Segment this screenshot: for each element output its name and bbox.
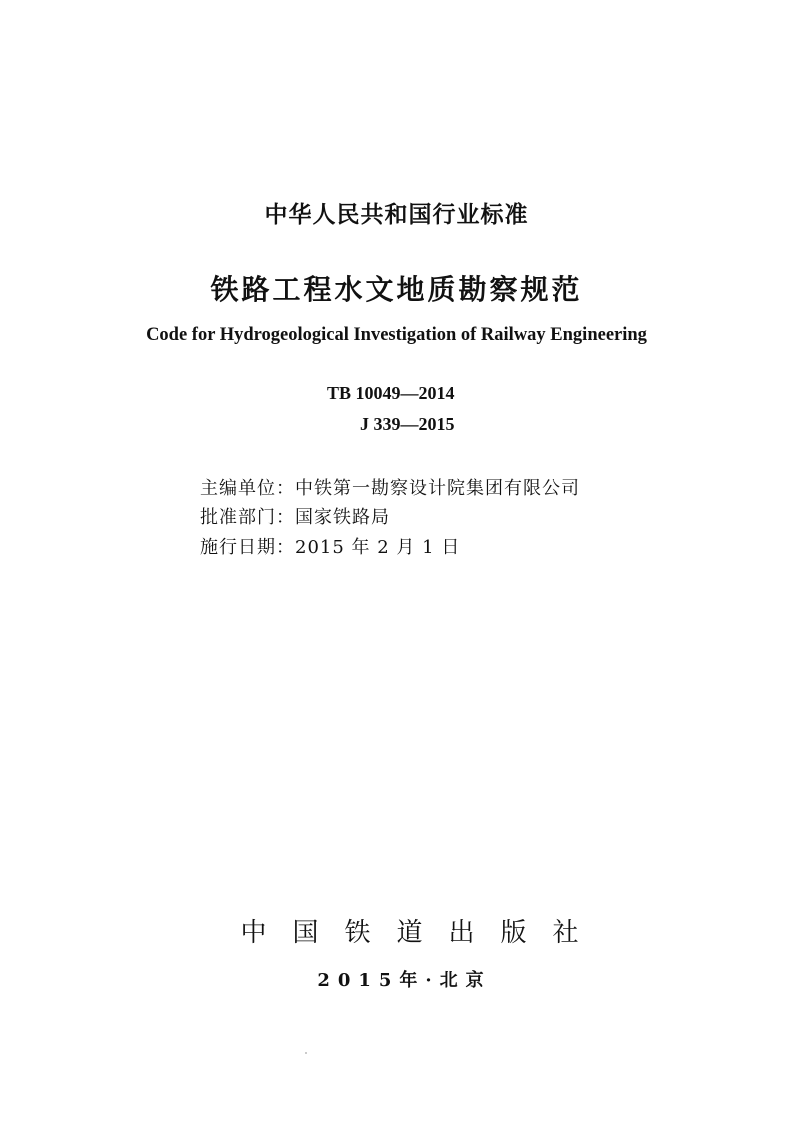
- standard-code-j: J 339—2015: [360, 414, 455, 434]
- effective-date: 施行日期：2015 年 2 月 1 日: [200, 537, 461, 558]
- publication-place-year: 2015年·北京: [317, 970, 492, 991]
- standard-category: 中华人民共和国行业标准: [264, 202, 529, 228]
- publisher-name: 中国铁道出版社: [240, 918, 605, 948]
- editor-unit: 主编单位：中铁第一勘察设计院集团有限公司: [200, 478, 580, 499]
- document-title-english: Code for Hydrogeological Investigation of Railway Engineering: [146, 325, 647, 345]
- scan-speck: [305, 1052, 307, 1054]
- standard-code-tb: TB 10049—2014: [327, 383, 455, 403]
- document-title-chinese: 铁路工程水文地质勘察规范: [210, 273, 583, 306]
- approval-department: 批准部门：国家铁路局: [200, 507, 390, 528]
